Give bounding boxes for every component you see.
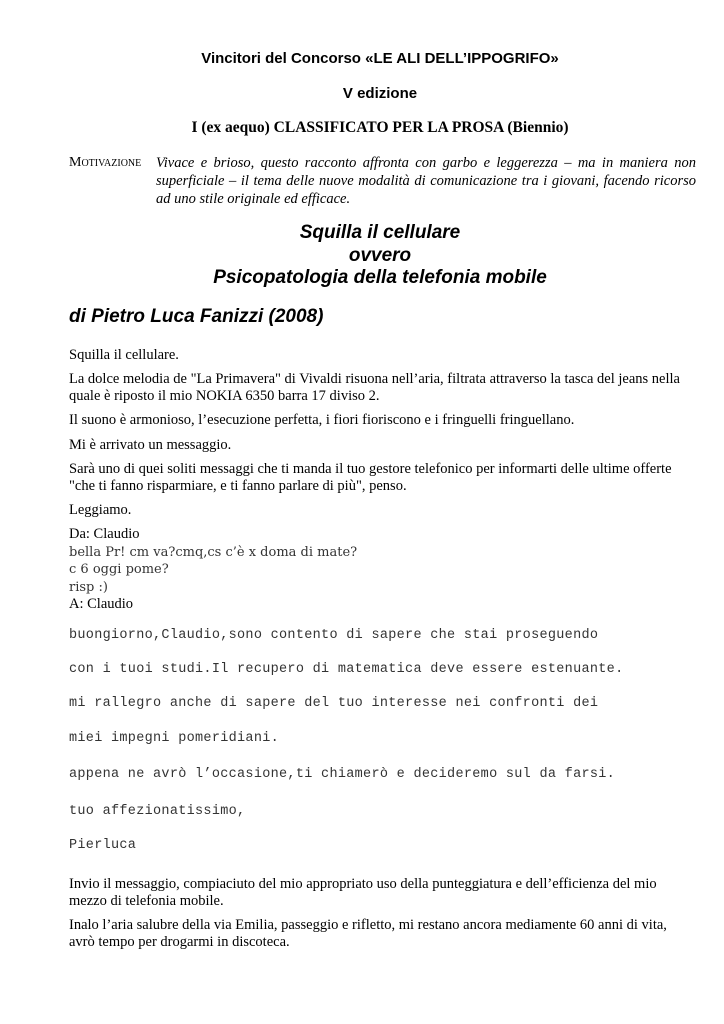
paragraph: Inalo l’aria salubre della via Emilia, passeggio e rifletto, mi restano ancora mediamente 60 anni di vita, avrò tempo per drogarmi in discoteca. xyxy=(69,917,667,950)
motivation-label: Motivazione xyxy=(69,155,142,170)
paragraph: Il suono è armonioso, l’esecuzione perfetta, i fiori fioriscono e i fringuelli fringuellano. xyxy=(69,412,575,428)
paragraph: Invio il messaggio, compiaciuto del mio appropriato uso della punteggiatura e dell’efficienza del mio mezzo di telefonia mobile. xyxy=(69,876,657,909)
story-subtitle: Psicopatologia della telefonia mobile xyxy=(213,267,547,288)
author-line: di Pietro Luca Fanizzi (2008) xyxy=(69,306,324,327)
reply-line: tuo affezionatissimo, xyxy=(69,804,246,819)
paragraph: La dolce melodia de "La Primavera" di Vivaldi risuona nell’aria, filtrata attraverso la tasca del jeans nella quale è riposto il mio NOKIA 6350 barra 17 diviso 2. xyxy=(69,371,680,404)
paragraph: Sarà uno di quei soliti messaggi che ti manda il tuo gestore telefonico per informarti delle ultime offerte "che ti fanno risparmiare, e ti fanno parlare di più", penso. xyxy=(69,461,672,494)
sms-line: risp :) xyxy=(69,579,108,595)
reply-line: con i tuoi studi.Il recupero di matematica deve essere estenuante. xyxy=(69,662,624,677)
sms-to: A: Claudio xyxy=(69,596,134,612)
paragraph: Mi è arrivato un messaggio. xyxy=(69,437,232,453)
motivation-text: Vivace e brioso, questo racconto affronta con garbo e leggerezza – ma in maniera non superficiale – il tema delle nuove modalità di comunicazione tra i giovani, facendo ricorso ad uno stile originale ed efficace. xyxy=(156,155,696,207)
sms-from: Da: Claudio xyxy=(69,526,140,542)
sms-line: bella Pr! cm va?cmq,cs c’è x doma di mate? xyxy=(69,544,358,560)
edition-heading: V edizione xyxy=(342,85,418,102)
sms-message xyxy=(69,526,357,614)
story-title: Squilla il cellulare xyxy=(299,222,461,243)
prize-heading: I (ex aequo) CLASSIFICATO PER LA PROSA (Biennio) xyxy=(191,119,569,136)
paragraph: Squilla il cellulare. xyxy=(69,347,179,363)
story-title-connector: ovvero xyxy=(348,245,412,266)
reply-line: buongiorno,Claudio,sono contento di sapere che stai proseguendo xyxy=(69,628,599,643)
reply-line: miei impegni pomeridiani. xyxy=(69,731,280,746)
contest-title: Vincitori del Concorso «LE ALI DELL’IPPOGRIFO» xyxy=(201,50,559,67)
paragraph: Leggiamo. xyxy=(69,502,132,518)
reply-line: mi rallegro anche di sapere del tuo interesse nei confronti dei xyxy=(69,696,599,711)
sms-line: c 6 oggi pome? xyxy=(69,562,169,577)
reply-line: appena ne avrò l’occasione,ti chiamerò e decideremo sul da farsi. xyxy=(69,767,616,782)
reply-signature: Pierluca xyxy=(69,838,137,853)
